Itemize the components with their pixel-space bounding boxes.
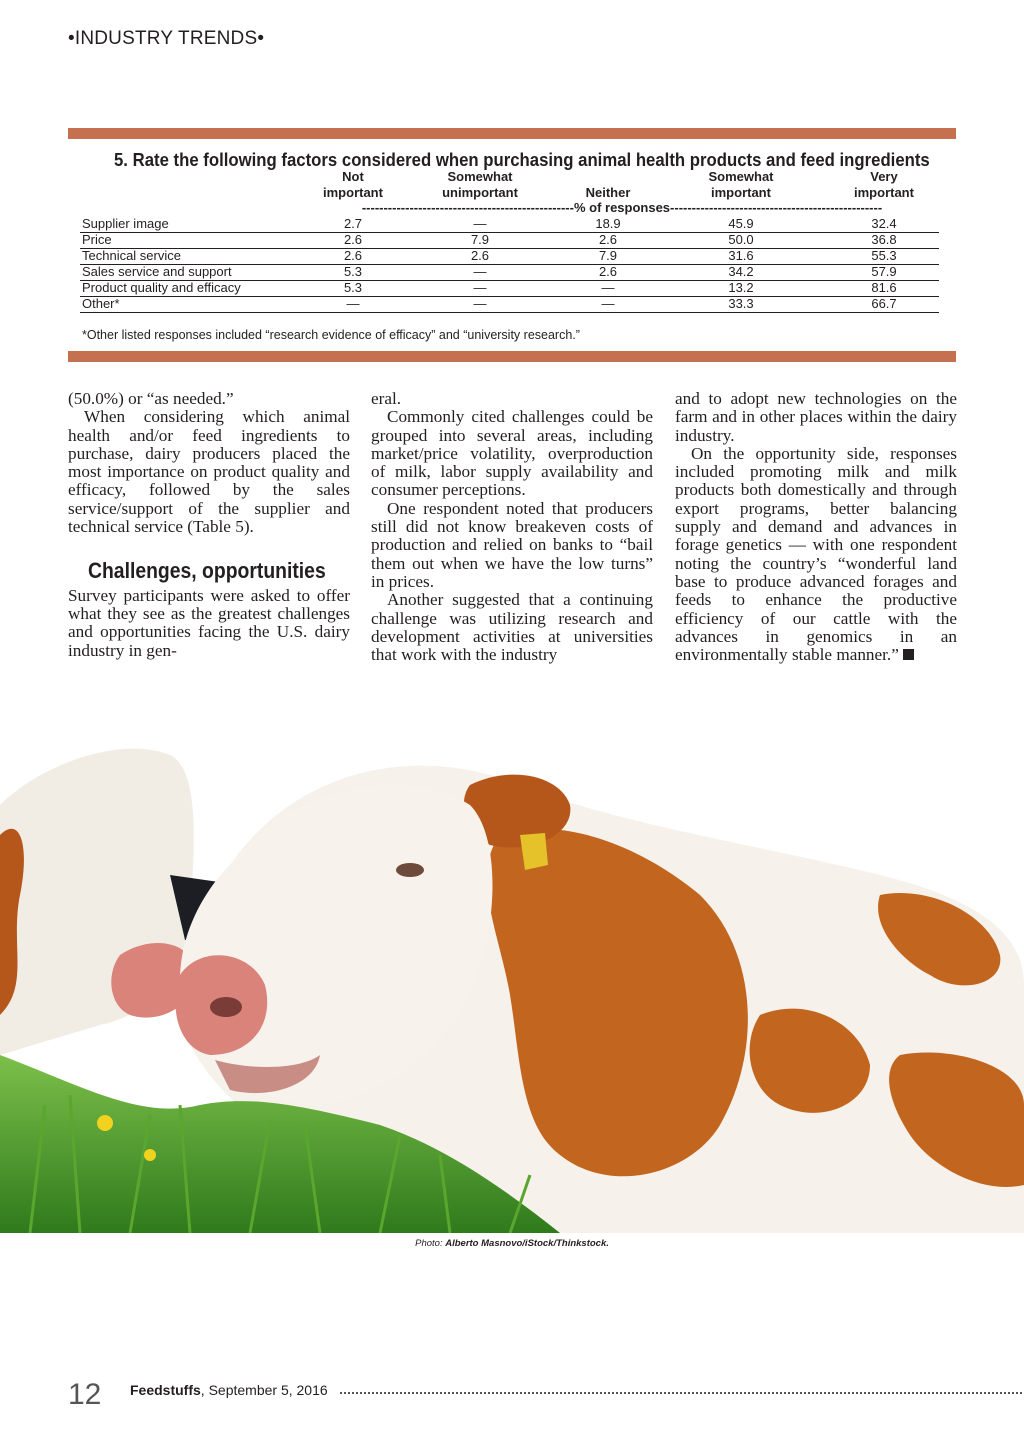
paragraph: Commonly cited challenges could be grouped into several areas, including market/price volatility, overproduction of milk, labor supply availability and consumer perceptions. bbox=[371, 407, 653, 500]
table-footnote: *Other listed responses included “research evidence of efficacy” and “university research.” bbox=[82, 328, 580, 342]
table-bottom-rule bbox=[68, 351, 956, 362]
column-header: Very important bbox=[854, 169, 914, 200]
paragraph: Another suggested that a continuing challenge was utilizing research and development activities at universities that work with the industry bbox=[371, 590, 653, 665]
column-header: Not important bbox=[323, 169, 383, 200]
paragraph: One respondent noted that producers still did not know breakeven costs of production and relied on banks to “bail them out when we have the low turns” in prices. bbox=[371, 498, 653, 591]
photo-caption: Photo: Alberto Masnovo/iStock/Thinkstock. bbox=[415, 1238, 609, 1249]
paragraph: When considering which animal health and/or feed ingredients to purchase, dairy producers placed the most importance on product quality and efficacy, followed by the sales service/support of the supplier and technical service (Table 5). bbox=[68, 407, 350, 537]
paragraph: and to adopt new technologies on the farm and in other places within the dairy industry. bbox=[675, 389, 957, 445]
article-column-1 bbox=[68, 390, 350, 660]
table-row: Other* — — — 33.3 66.7 bbox=[80, 296, 939, 313]
subheading: Challenges, opportunities bbox=[88, 558, 326, 584]
article-column-2 bbox=[371, 390, 653, 664]
section-label: •INDUSTRY TRENDS• bbox=[68, 28, 265, 49]
column-header: Somewhat important bbox=[708, 169, 774, 200]
units-row: -------------------------------------------------% of responses------------------------------------------------- bbox=[361, 200, 883, 215]
table-row: Sales service and support 5.3 — 2.6 34.2 57.9 bbox=[80, 264, 939, 281]
table-row: Product quality and efficacy 5.3 — — 13.2 81.6 bbox=[80, 280, 939, 297]
publication-line: Feedstuffs, September 5, 2016 bbox=[130, 1382, 328, 1398]
paragraph: (50.0%) or “as needed.” bbox=[68, 389, 234, 408]
table-row: Price 2.6 7.9 2.6 50.0 36.8 bbox=[80, 232, 939, 249]
table-top-rule bbox=[68, 128, 956, 139]
column-header: Somewhat unimportant bbox=[442, 169, 518, 200]
cow-illustration bbox=[0, 725, 1024, 1233]
table-title: 5. Rate the following factors considered when purchasing animal health products and feed ingredients bbox=[114, 150, 930, 170]
article-column-3 bbox=[675, 390, 957, 664]
footer-dotted-leader bbox=[340, 1392, 1024, 1394]
cow-photo bbox=[0, 725, 1024, 1233]
table-row: Supplier image 2.7 — 18.9 45.9 32.4 bbox=[80, 216, 939, 233]
paragraph: Survey participants were asked to offer what they see as the greatest challenges and opportunities facing the U.S. dairy industry in gen- bbox=[68, 585, 350, 660]
paragraph: On the opportunity side, responses included promoting milk and milk products both domestically and through export programs, better balancing supply and demand and advances in forage genetics — with one respondent noting the country’s “wonderful land base to produce advanced forages and feeds to enhance the productive efficiency of our cattle with the advances in genomics in an environmentally stable manner.” bbox=[675, 443, 957, 665]
page-number: 12 bbox=[68, 1378, 102, 1411]
paragraph: eral. bbox=[371, 389, 402, 408]
column-header: Neither bbox=[585, 185, 631, 200]
table-row: Technical service 2.6 2.6 7.9 31.6 55.3 bbox=[80, 248, 939, 265]
end-of-article-mark bbox=[903, 649, 914, 660]
